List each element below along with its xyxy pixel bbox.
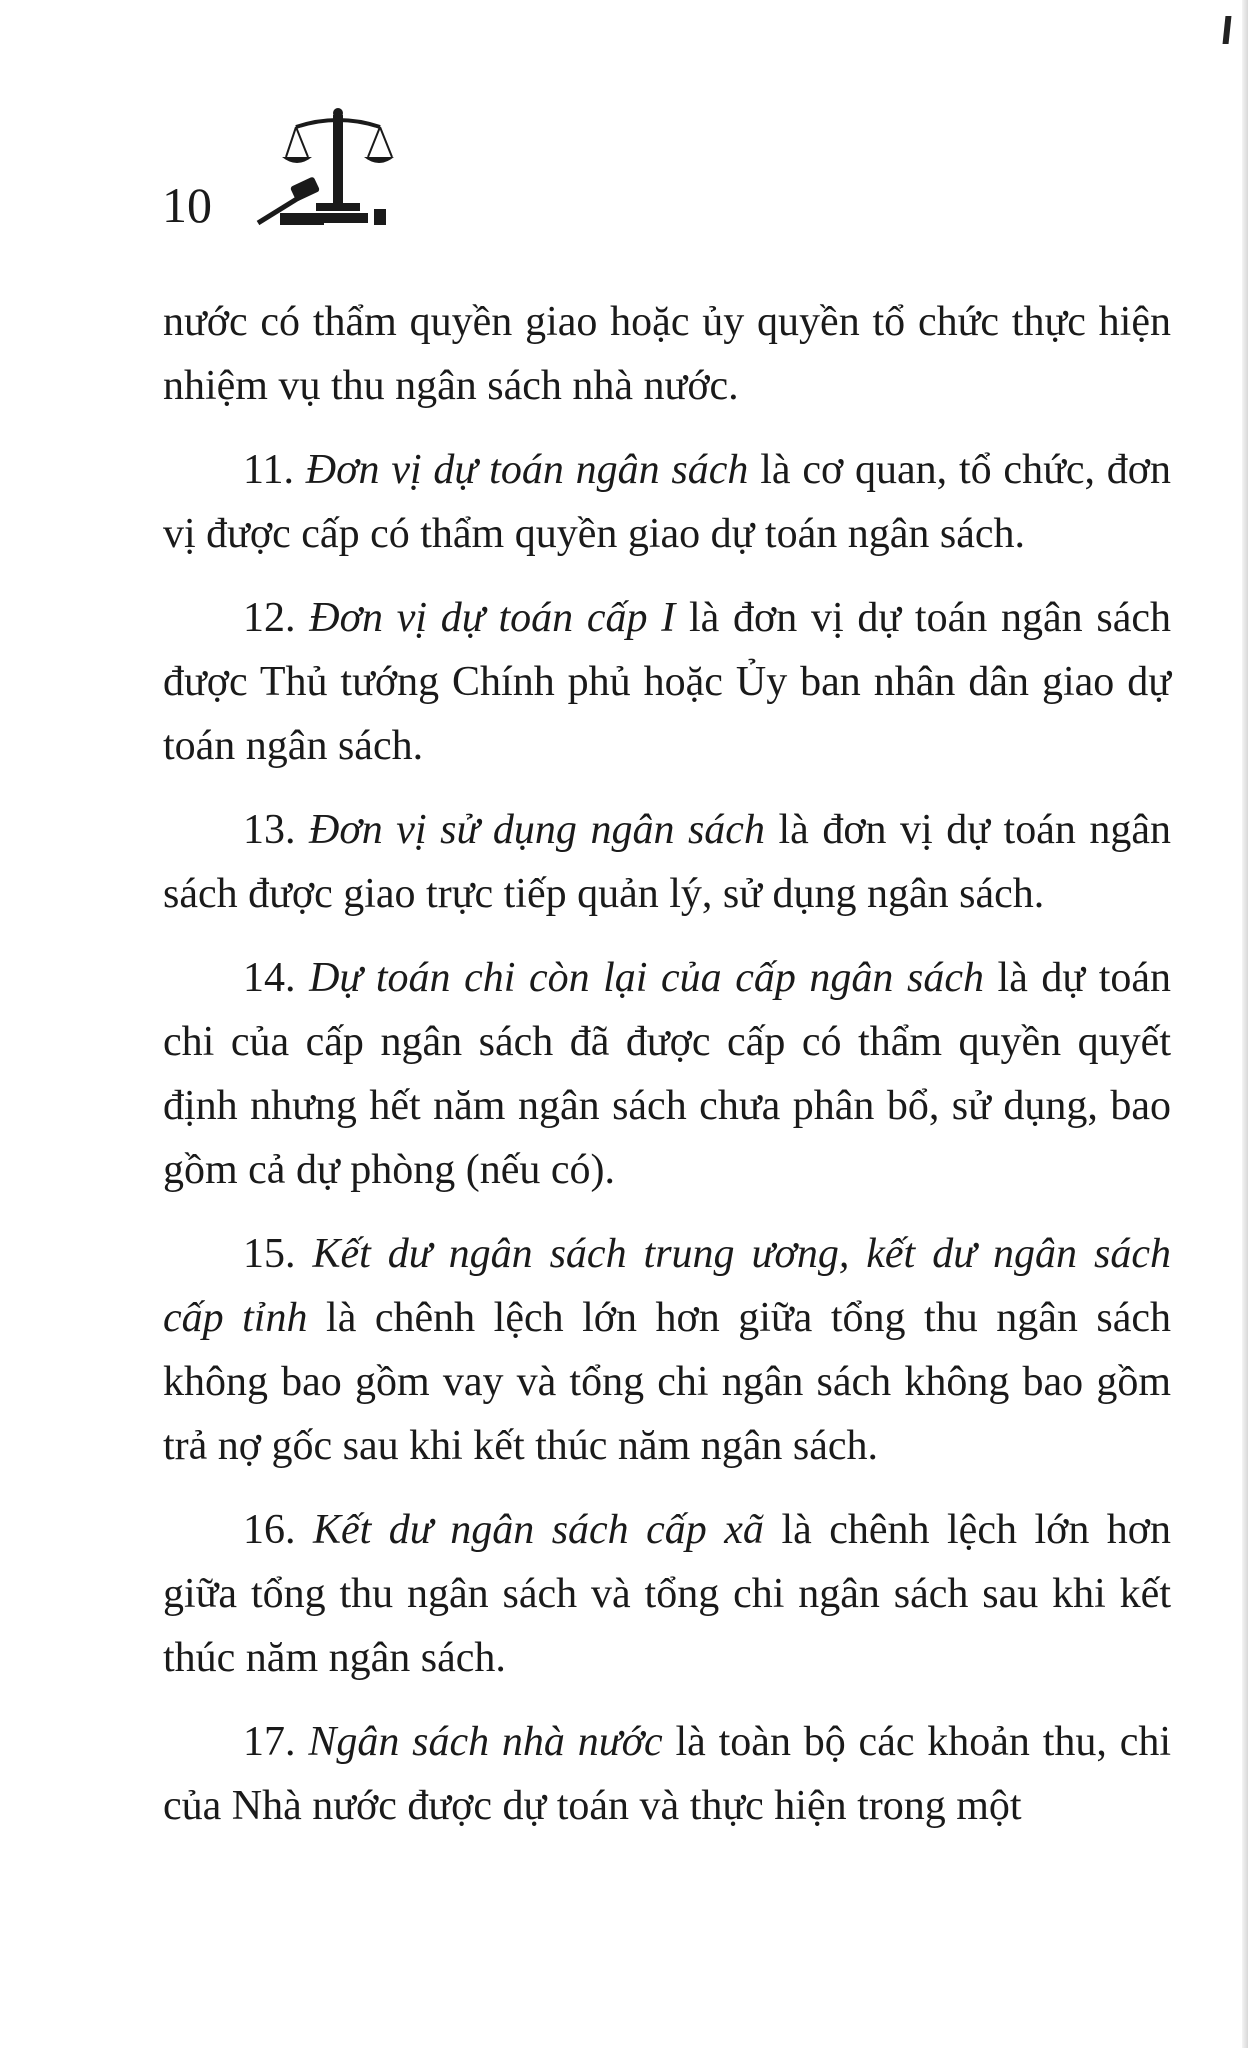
definition-body: là chênh lệch lớn hơn giữa tổng thu ngân sách không bao gồm vay và tổng chi ngân sách không bao gồm trả nợ gốc sau khi kết thúc năm ngân sách. [163,1295,1172,1469]
item-number: 12. [243,595,296,641]
defined-term: Đơn vị sử dụng ngân sách [309,807,765,853]
definition-body: là đơn vị dự toán ngân sách được Thủ tướng Chính phủ hoặc Ủy ban nhân dân giao dự toán ngân sách. [163,595,1172,769]
defined-term: Dự toán chi còn lại của cấp ngân sách [309,955,984,1001]
item-number: 14. [243,955,296,1001]
item-number: 15. [243,1231,296,1277]
definition-body: là dự toán chi của cấp ngân sách đã được cấp có thẩm quyền quyết định nhưng hết năm ngân sách chưa phân bổ, sử dụng, bao gồm cả dự phòng (nếu có). [163,955,1172,1193]
article-definitions [163,290,1171,1858]
page-edge-mark [1223,16,1232,44]
defined-term: Kết dư ngân sách cấp xã [313,1507,764,1553]
definition-11 [163,438,1171,566]
defined-term: Kết dư ngân sách trung ương, kết dư ngân sách cấp tỉnh [163,1231,1172,1341]
definition-body: là toàn bộ các khoản thu, chi của Nhà nước được dự toán và thực hiện trong một [163,1719,1172,1829]
definition-12 [163,586,1171,778]
paragraph-continuation [163,290,1171,418]
defined-term: Ngân sách nhà nước [308,1719,663,1765]
page-number: 10 [162,177,212,233]
page-edge [1242,0,1248,2048]
definition-body: là chênh lệch lớn hơn giữa tổng thu ngân sách và tổng chi ngân sách sau khi kết thúc năm ngân sách. [163,1507,1172,1681]
scales-of-justice-gavel-icon [252,105,402,235]
definition-13 [163,798,1171,926]
definition-15 [163,1222,1171,1478]
item-number: 16. [243,1507,296,1553]
item-number: 17. [243,1719,296,1765]
defined-term: Đơn vị dự toán cấp I [309,595,676,641]
definition-body: là cơ quan, tổ chức, đơn vị được cấp có thẩm quyền giao dự toán ngân sách. [163,447,1172,557]
definition-body: là đơn vị dự toán ngân sách được giao trực tiếp quản lý, sử dụng ngân sách. [163,807,1172,917]
definition-17 [163,1710,1171,1838]
item-number: 11. [243,447,294,493]
page-header [162,105,462,235]
definition-16 [163,1498,1171,1690]
defined-term: Đơn vị dự toán ngân sách [305,447,749,493]
item-number: 13. [243,807,296,853]
paragraph-body: nước có thẩm quyền giao hoặc ủy quyền tổ chức thực hiện nhiệm vụ thu ngân sách nhà nước. [163,299,1171,409]
definition-14 [163,946,1171,1202]
